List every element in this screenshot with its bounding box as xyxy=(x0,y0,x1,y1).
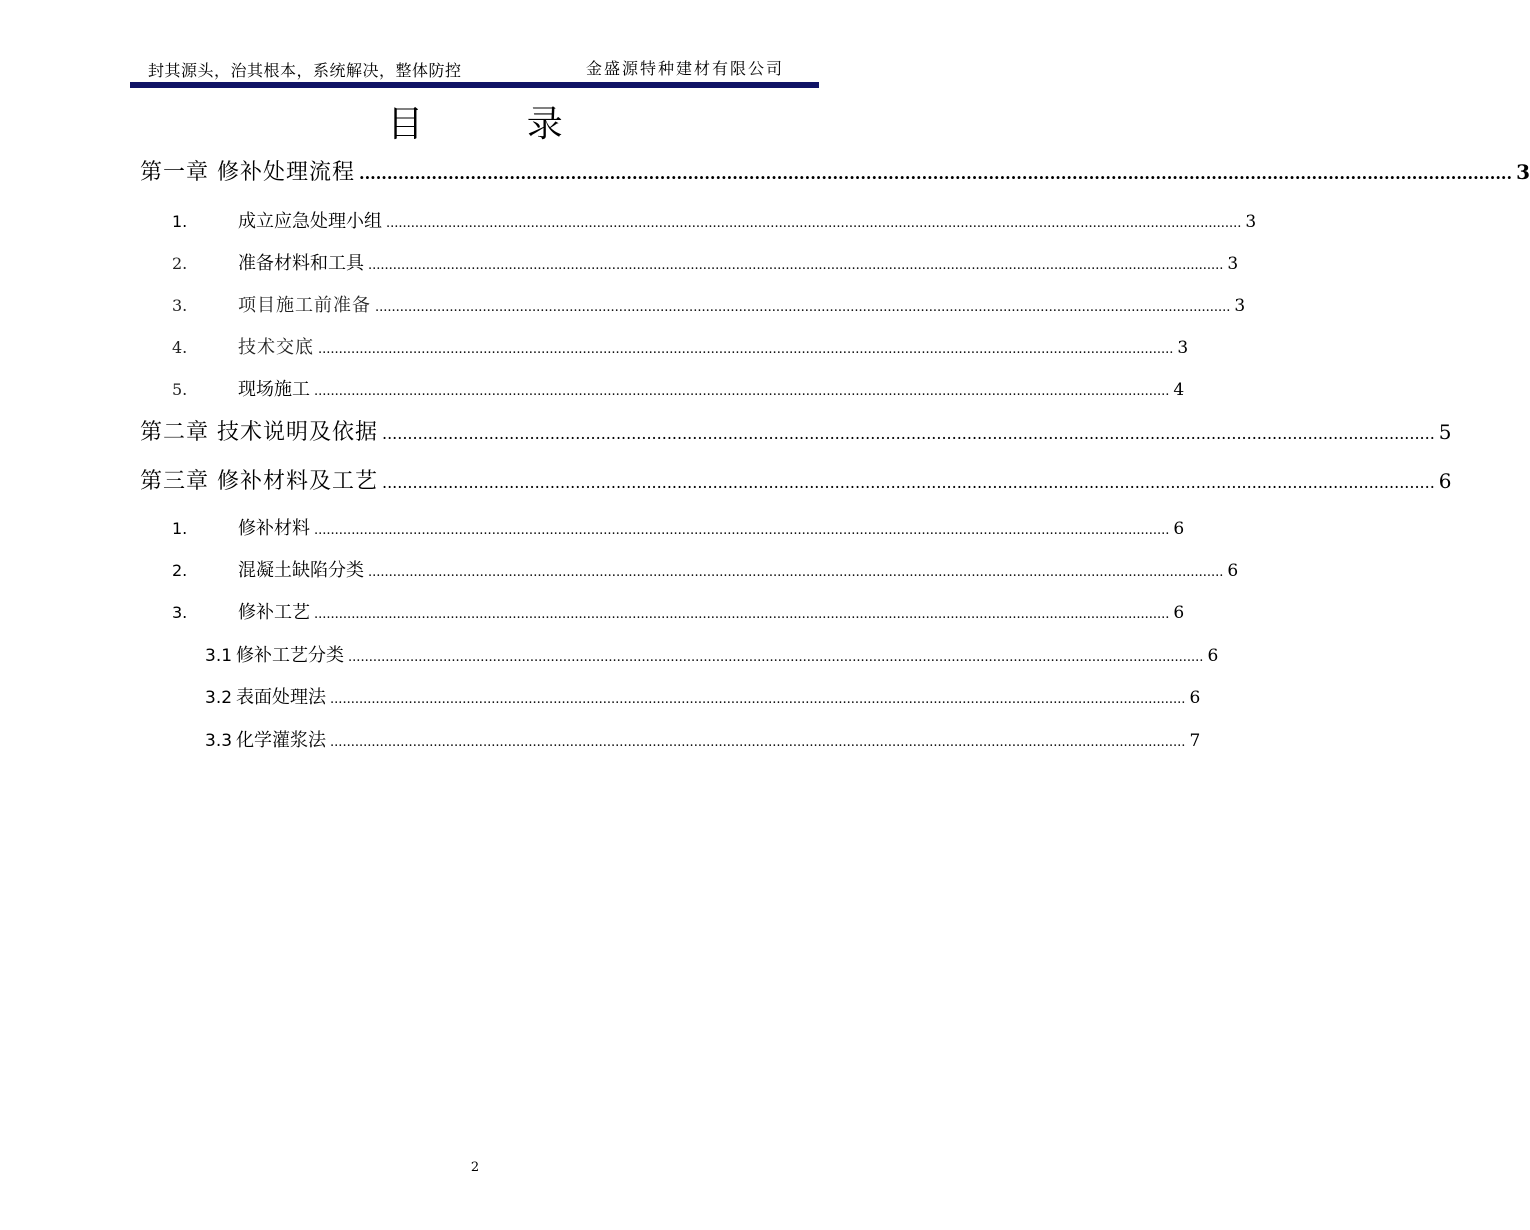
toc-subsection-3-3-3[interactable] xyxy=(205,726,1201,752)
toc-entry-label: 成立应急处理小组 xyxy=(238,211,382,232)
toc-leader: ............................................................................................................................................................................................................... xyxy=(330,692,1186,707)
toc-leader: ............................................................................................................................................................................................................... xyxy=(368,258,1224,273)
toc-entry-number: 3. xyxy=(172,296,188,315)
toc-entry-number: 3. xyxy=(172,603,188,622)
toc-page-number: 6 xyxy=(1438,469,1452,493)
toc-entry-label: 修补工艺 xyxy=(238,602,310,623)
toc-entry-label: 化学灌浆法 xyxy=(236,730,327,751)
header-company-name: 金盛源特种建材有限公司 xyxy=(585,59,784,78)
toc-leader: ............................................................................................................................................................................................................... xyxy=(348,650,1204,665)
toc-section-1-3[interactable] xyxy=(172,291,1246,317)
toc-chapter-3[interactable] xyxy=(140,464,1452,494)
toc-leader: ............................................................................................................................................................................................................... xyxy=(314,384,1170,399)
toc-leader: ............................................................................................................................................................................................................... xyxy=(314,607,1170,622)
toc-entry-number: 2. xyxy=(172,561,188,580)
toc-section-1-1[interactable] xyxy=(172,207,1257,233)
toc-page-number: 3 xyxy=(1177,338,1189,358)
toc-leader: ............................................................................................................................................................................................................... xyxy=(368,565,1224,580)
page-title: 目 录 xyxy=(387,104,609,145)
toc-page-number: 6 xyxy=(1173,519,1185,539)
toc-entry-label: 修补工艺分类 xyxy=(236,645,345,666)
toc-entry-label: 现场施工 xyxy=(238,379,310,400)
toc-leader: ............................................................................................................................................................................................................... xyxy=(359,164,1513,183)
toc-entry-number: 3.2 xyxy=(205,688,233,708)
toc-chapter-1[interactable] xyxy=(140,155,1530,185)
toc-leader: ............................................................................................................................................................................................................... xyxy=(382,473,1435,492)
toc-page-number: 6 xyxy=(1207,646,1219,666)
toc-page-number: 3 xyxy=(1516,160,1530,184)
toc-entry-label: 准备材料和工具 xyxy=(238,253,364,274)
toc-page-number: 3 xyxy=(1245,212,1257,232)
toc-entry-label: 混凝土缺陷分类 xyxy=(238,560,364,581)
toc-entry-number: 1. xyxy=(172,212,188,231)
toc-page-number: 7 xyxy=(1189,731,1201,751)
toc-page-number: 4 xyxy=(1173,380,1185,400)
toc-leader: ............................................................................................................................................................................................................... xyxy=(314,523,1170,538)
toc-entry-label: 第一章 修补处理流程 xyxy=(140,160,355,185)
header-slogan: 封其源头，治其根本，系统解决，整体防控 xyxy=(148,61,462,80)
toc-page-number: 6 xyxy=(1189,688,1201,708)
toc-page-number: 6 xyxy=(1227,561,1239,581)
toc-page-number: 5 xyxy=(1438,420,1452,444)
toc-section-1-5[interactable] xyxy=(172,375,1185,401)
toc-section-1-4[interactable] xyxy=(172,333,1189,359)
toc-entry-label: 技术交底 xyxy=(238,337,314,358)
toc-subsection-3-3-2[interactable] xyxy=(205,683,1201,709)
toc-entry-label: 第三章 修补材料及工艺 xyxy=(140,469,378,494)
toc-page-number: 3 xyxy=(1234,296,1246,316)
toc-entry-label: 修补材料 xyxy=(238,518,310,539)
toc-subsection-3-3-1[interactable] xyxy=(205,641,1219,667)
toc-entry-number: 4. xyxy=(172,338,188,357)
toc-leader: ............................................................................................................................................................................................................... xyxy=(318,342,1174,357)
toc-leader: ............................................................................................................................................................................................................... xyxy=(330,735,1186,750)
toc-entry-number: 2. xyxy=(172,254,188,273)
toc-leader: ............................................................................................................................................................................................................... xyxy=(375,300,1231,315)
toc-page-number: 6 xyxy=(1173,603,1185,623)
toc-leader: ............................................................................................................................................................................................................... xyxy=(386,216,1242,231)
toc-section-3-3[interactable] xyxy=(172,598,1185,624)
toc-section-3-1[interactable] xyxy=(172,514,1185,540)
page-number-footer: 2 xyxy=(470,1160,480,1175)
toc-section-1-2[interactable] xyxy=(172,249,1239,275)
toc-entry-label: 项目施工前准备 xyxy=(238,295,371,316)
toc-chapter-2[interactable] xyxy=(140,415,1452,445)
toc-entry-number: 5. xyxy=(172,380,188,399)
toc-page-number: 3 xyxy=(1227,254,1239,274)
toc-entry-number: 3.3 xyxy=(205,731,233,751)
toc-leader: ............................................................................................................................................................................................................... xyxy=(382,424,1435,443)
toc-entry-label: 表面处理法 xyxy=(236,687,327,708)
toc-entry-number: 3.1 xyxy=(205,646,233,666)
toc-entry-number: 1. xyxy=(172,519,188,538)
toc-section-3-2[interactable] xyxy=(172,556,1239,582)
toc-entry-label: 第二章 技术说明及依据 xyxy=(140,420,378,445)
